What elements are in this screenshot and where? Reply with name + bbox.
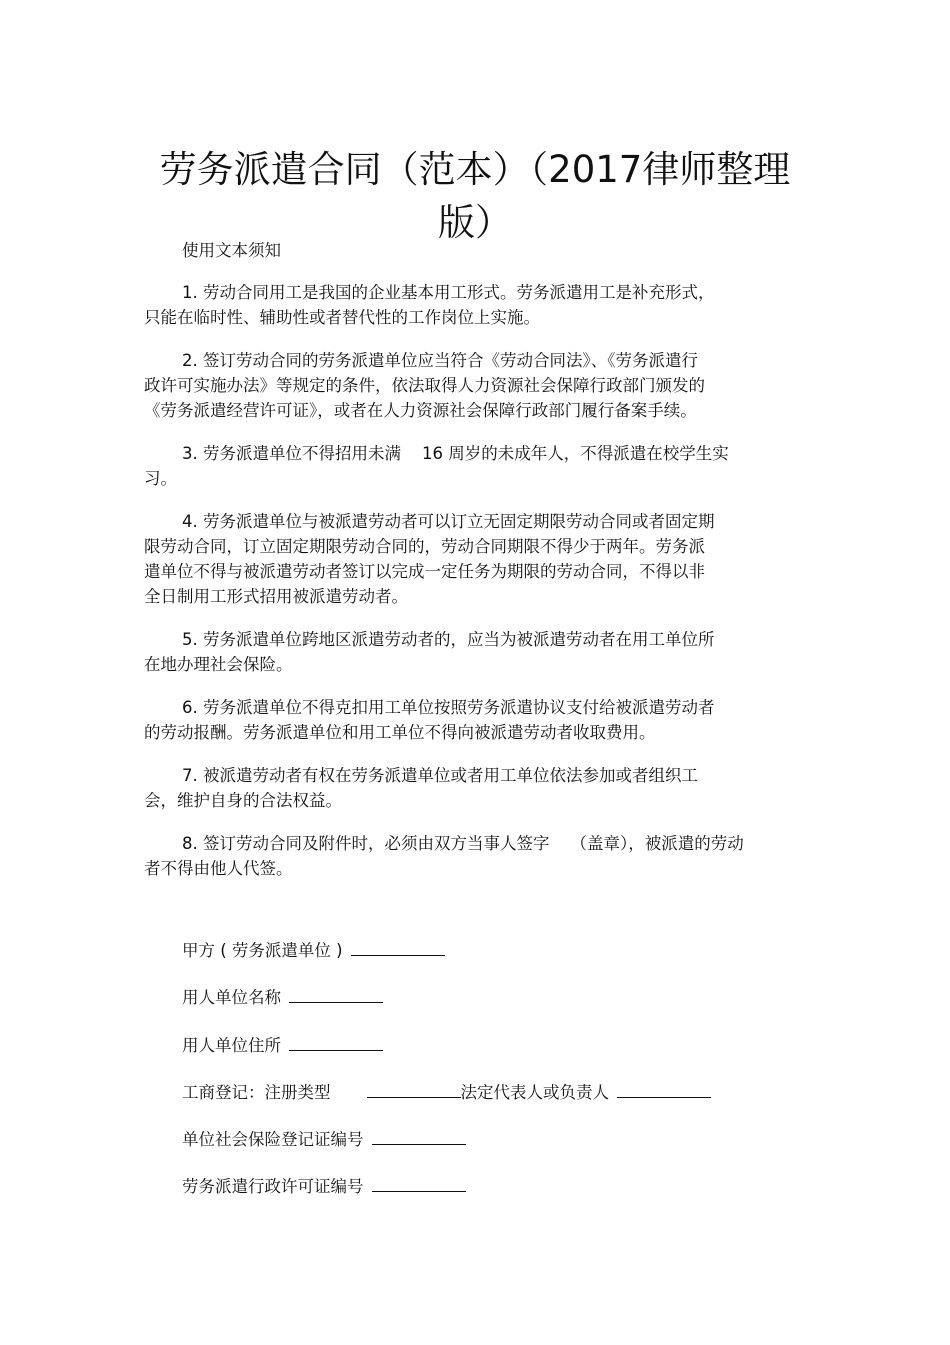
notice-line: 全日制用工形式招用被派遣劳动者。 <box>144 587 408 606</box>
field-dispatch-license <box>182 1173 822 1220</box>
notice-line: 会，维护自身的合法权益。 <box>144 791 342 810</box>
fill-blank[interactable] <box>351 937 445 956</box>
title-line: 劳务派遣合同（范本）（2017律师整理 <box>159 147 791 191</box>
notice-line: 政许可实施办法》等规定的条件，依法取得人力资源社会保障行政部门颁发的 <box>144 376 705 395</box>
field-employer-name <box>182 984 822 1031</box>
notice-item <box>144 280 794 330</box>
notice-item <box>144 627 794 677</box>
notice-section <box>144 238 794 899</box>
field-label: 甲方 ( 劳务派遣单位 ) <box>182 941 343 960</box>
notice-item <box>144 695 794 745</box>
notice-line: 4. 劳务派遣单位与被派遣劳动者可以订立无固定期限劳动合同或者固定期 <box>182 512 715 531</box>
field-label: 用人单位名称 <box>182 988 281 1008</box>
notice-line: 8. 签订劳动合同及附件时，必须由双方当事人签字 （盖章），被派遣的劳动 <box>182 834 744 853</box>
notice-line: 限劳动合同，订立固定期限劳动合同的，劳动合同期限不得少于两年。劳务派 <box>144 537 705 556</box>
notice-item <box>144 763 794 813</box>
field-employer-address <box>182 1032 822 1079</box>
notice-line: 者不得由他人代签。 <box>144 859 293 878</box>
document-title <box>140 143 810 249</box>
notice-line: 只能在临时性、辅助性或者替代性的工作岗位上实施。 <box>144 308 540 327</box>
field-label: 工商登记：注册类型 <box>182 1082 331 1102</box>
field-label: 单位社会保险登记证编号 <box>182 1130 364 1150</box>
notice-item <box>144 509 794 609</box>
notice-line: 习。 <box>144 469 177 488</box>
notice-item <box>144 831 794 881</box>
field-label: 劳务派遣行政许可证编号 <box>182 1177 364 1197</box>
fill-blank[interactable] <box>367 1079 461 1098</box>
notice-line: 6. 劳务派遣单位不得克扣用工单位按照劳务派遣协议支付给被派遣劳动者 <box>182 698 715 717</box>
notice-line: 1. 劳动合同用工是我国的企业基本用工形式。劳务派遣用工是补充形式， <box>182 283 715 302</box>
title-line: 版） <box>438 200 512 244</box>
notice-line: 3. 劳务派遣单位不得招用未满 16 周岁的未成年人，不得派遣在校学生实 <box>182 444 729 463</box>
field-registration <box>182 1079 822 1126</box>
fill-blank[interactable] <box>289 984 383 1003</box>
notice-line: 遣单位不得与被派遣劳动者签订以完成一定任务为期限的劳动合同，不得以非 <box>144 562 705 581</box>
fill-blank[interactable] <box>289 1032 383 1051</box>
notice-item <box>144 441 794 491</box>
notice-line: 5. 劳务派遣单位跨地区派遣劳动者的，应当为被派遣劳动者在用工单位所 <box>182 630 715 649</box>
notice-heading: 使用文本须知 <box>182 241 281 260</box>
fill-blank[interactable] <box>617 1079 711 1098</box>
fill-blank[interactable] <box>372 1173 466 1192</box>
notice-line: 2. 签订劳动合同的劳务派遣单位应当符合《劳动合同法》、《劳务派遣行 <box>182 351 698 370</box>
notice-line: 在地办理社会保险。 <box>144 655 293 674</box>
contract-fields <box>182 937 822 1221</box>
notice-line: 的劳动报酬。劳务派遣单位和用工单位不得向被派遣劳动者收取费用。 <box>144 723 656 742</box>
field-label: 用人单位住所 <box>182 1035 281 1055</box>
notice-item <box>144 348 794 423</box>
fill-blank[interactable] <box>372 1126 466 1145</box>
notice-line: 7. 被派遣劳动者有权在劳务派遣单位或者用工单位依法参加或者组织工 <box>182 766 698 785</box>
field-label: 法定代表人或负责人 <box>460 1082 609 1102</box>
notice-line: 《劳务派遣经营许可证》，或者在人力资源社会保障行政部门履行备案手续。 <box>144 401 697 420</box>
field-party-a <box>182 937 822 984</box>
field-social-insurance <box>182 1126 822 1173</box>
